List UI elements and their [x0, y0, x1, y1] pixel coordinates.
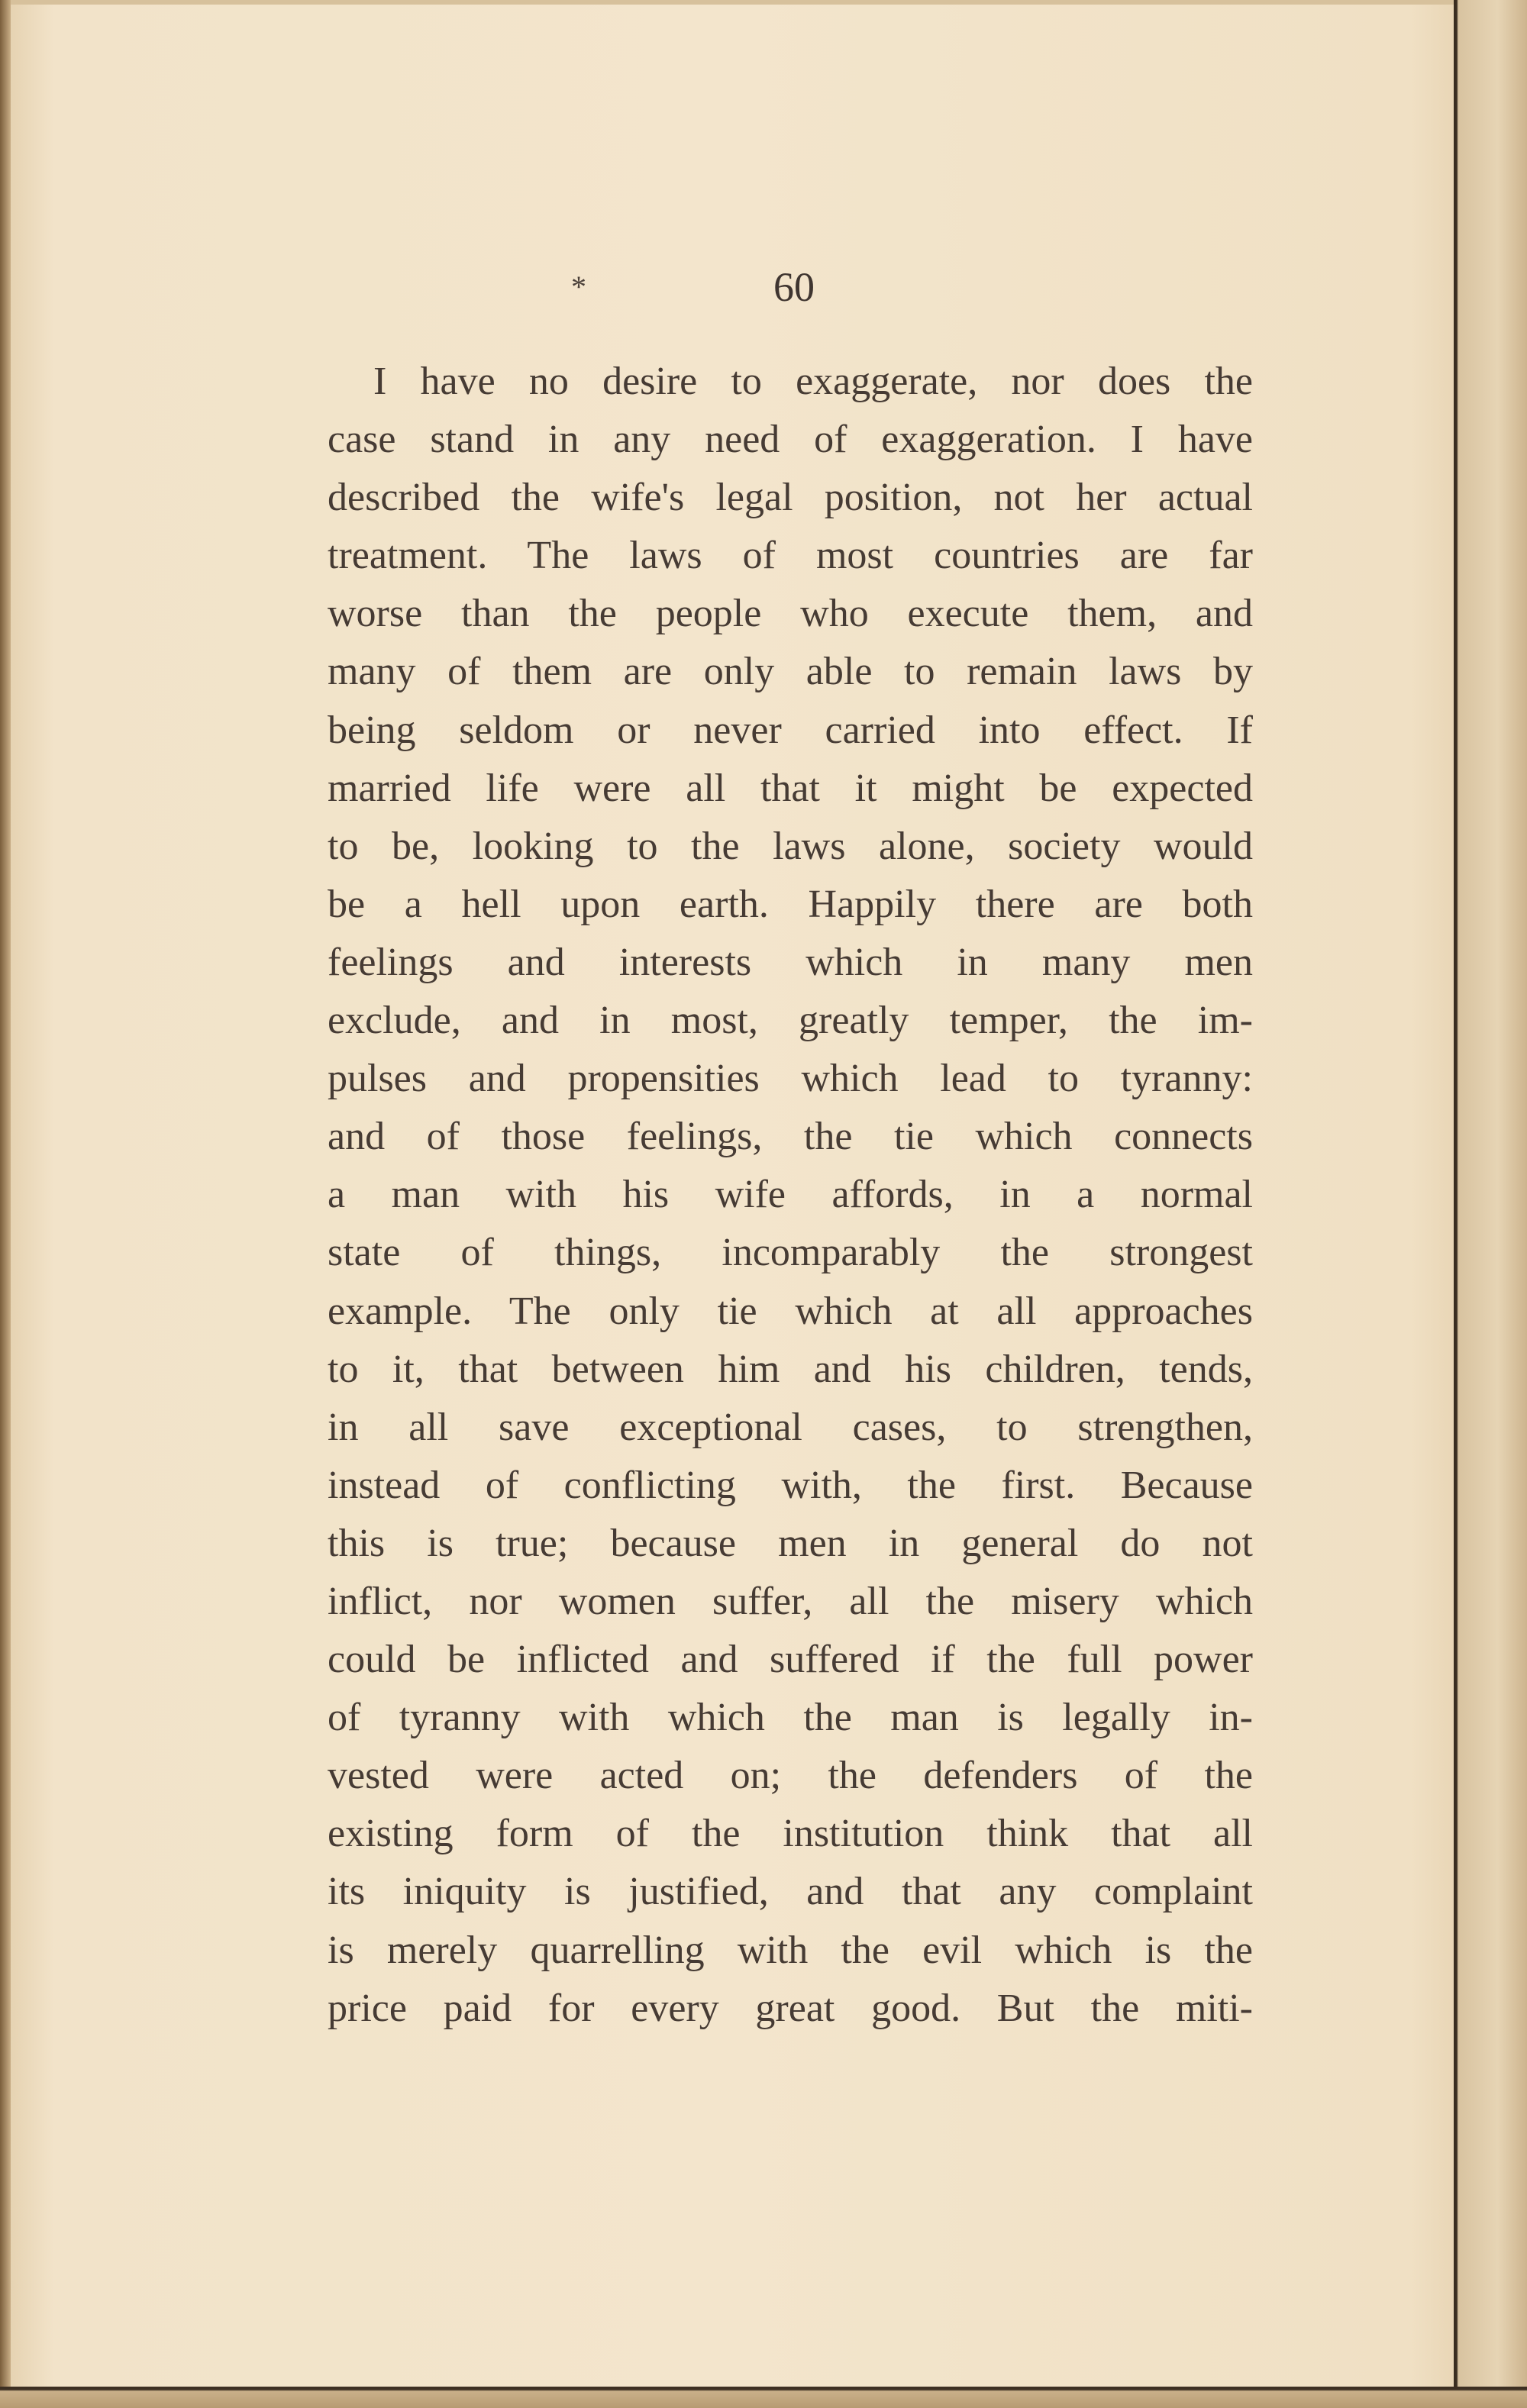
text-line: married life were all that it might be expected [328, 766, 1253, 810]
text-line: a man with his wife affords, in a normal [328, 1173, 1253, 1217]
page-bottom-edge [0, 2387, 1527, 2408]
text-line: state of things, incomparably the strongest [328, 1231, 1253, 1275]
text-line: example. The only tie which at all approaches [328, 1289, 1253, 1333]
text-line: is merely quarrelling with the evil which is the [328, 1928, 1253, 1972]
text-line: inflict, nor women suffer, all the misery which [328, 1579, 1253, 1623]
page-number: 60 [773, 264, 815, 310]
text-line: its iniquity is justified, and that any complaint [328, 1870, 1253, 1914]
text-line: treatment. The laws of most countries are far [328, 534, 1253, 578]
text-line: being seldom or never carried into effect. If [328, 708, 1253, 752]
text-line: I have no desire to exaggerate, nor does the [373, 360, 1253, 403]
text-line: to be, looking to the laws alone, society would [328, 824, 1253, 868]
page-right-edge [1454, 0, 1527, 2408]
text-line: of tyranny with which the man is legally in- [328, 1696, 1253, 1740]
body-text [328, 353, 1253, 2038]
text-line: in all save exceptional cases, to strengthen, [328, 1405, 1253, 1449]
text-line: and of those feelings, the tie which connects [328, 1115, 1253, 1159]
text-line: feelings and interests which in many men [328, 940, 1253, 984]
text-line: to it, that between him and his children, tends, [328, 1347, 1253, 1391]
binding-edge [0, 0, 11, 2408]
text-line: price paid for every great good. But the miti- [328, 1986, 1253, 2030]
text-line: described the wife's legal position, not her actual [328, 476, 1253, 520]
text-line: existing form of the institution think that all [328, 1812, 1253, 1856]
text-line: pulses and propensities which lead to tyranny: [328, 1057, 1253, 1101]
printer-mark: * [571, 270, 586, 304]
text-line: vested were acted on; the defenders of the [328, 1754, 1253, 1798]
text-line: worse than the people who execute them, and [328, 592, 1253, 636]
text-line: case stand in any need of exaggeration. I have [328, 418, 1253, 462]
text-line: could be inflicted and suffered if the full power [328, 1638, 1253, 1682]
text-line: exclude, and in most, greatly temper, the im- [328, 999, 1253, 1043]
text-line: be a hell upon earth. Happily there are both [328, 882, 1253, 926]
text-line: instead of conflicting with, the first. Because [328, 1463, 1253, 1507]
text-line: this is true; because men in general do not [328, 1521, 1253, 1565]
text-line: many of them are only able to remain laws by [328, 650, 1253, 694]
